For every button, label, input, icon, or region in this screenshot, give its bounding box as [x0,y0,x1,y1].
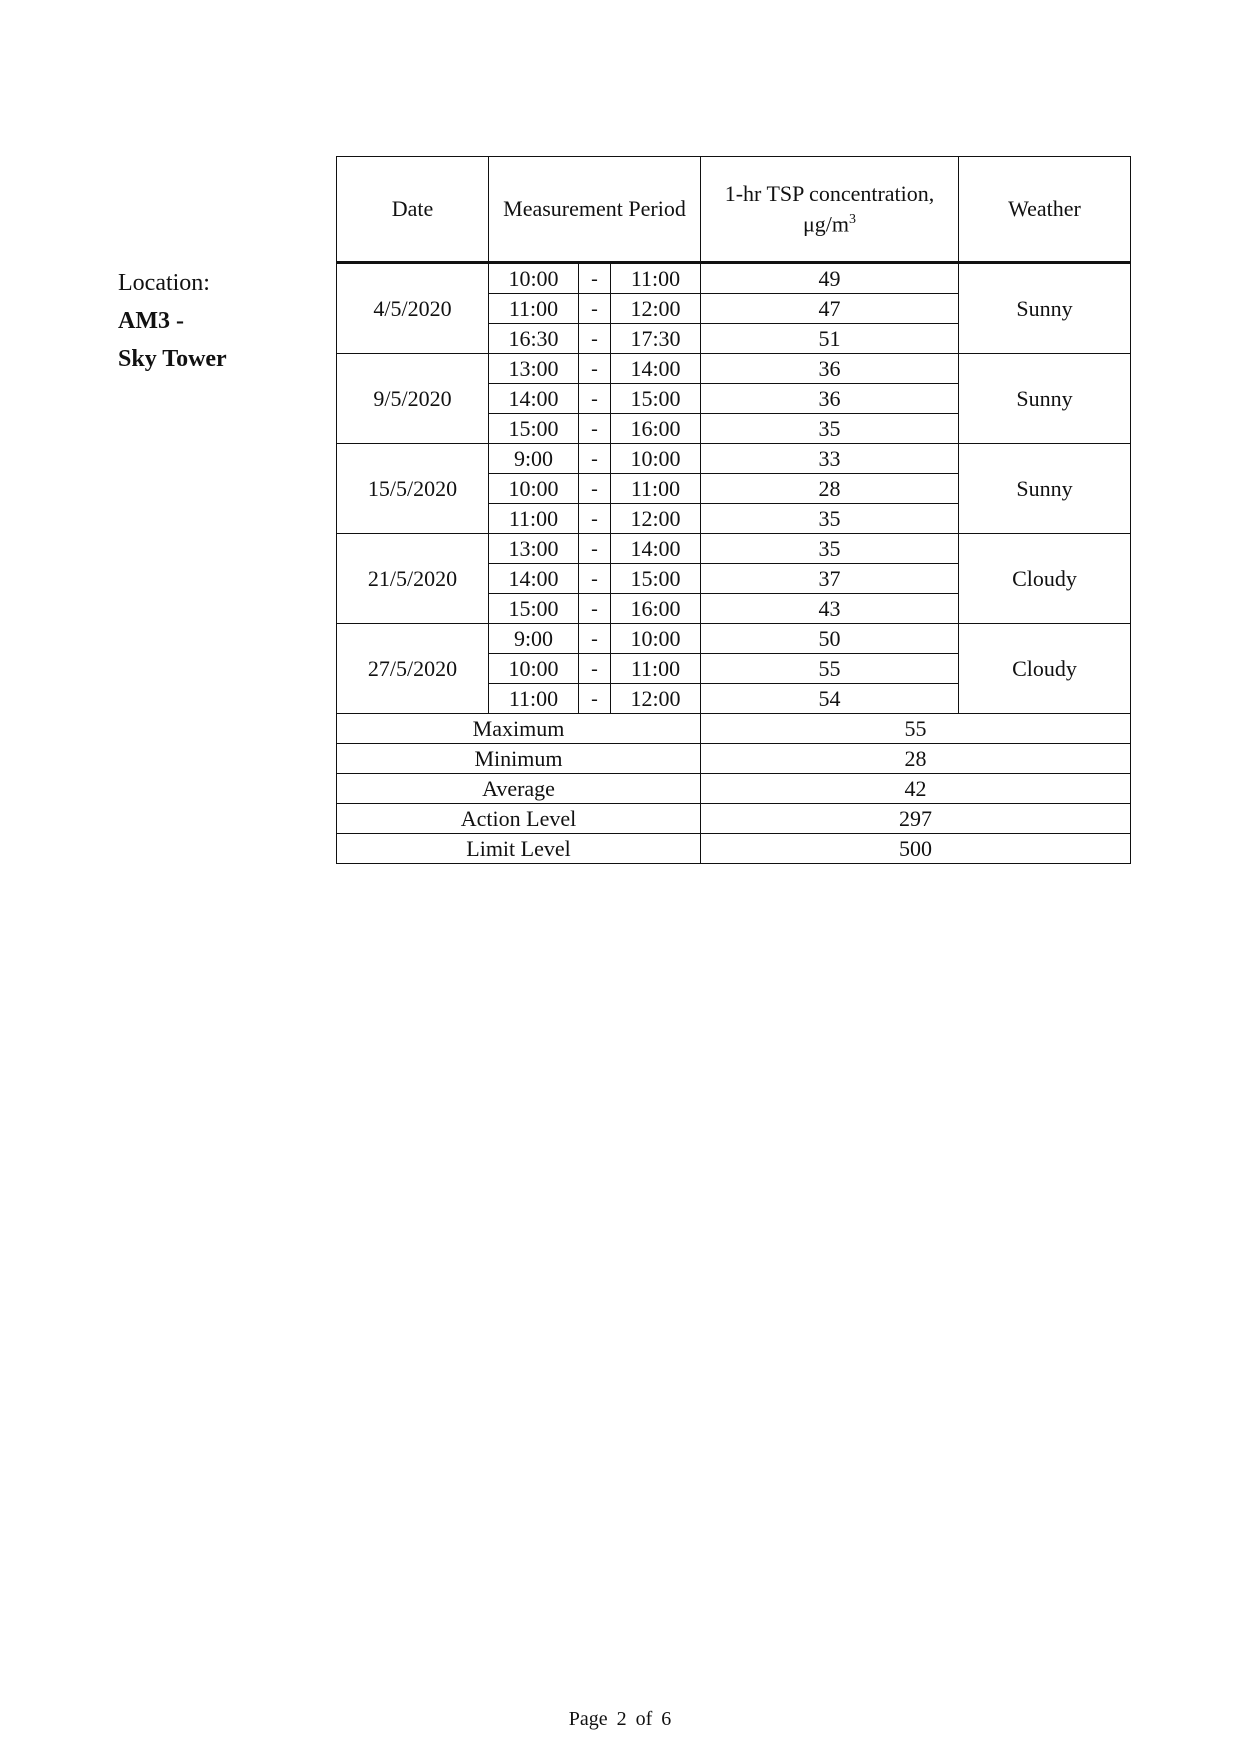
table-row [337,534,1131,564]
period-start-cell: 13:00 [489,534,579,564]
weather-cell: Sunny [959,354,1131,444]
period-start-cell: 11:00 [489,684,579,714]
concentration-cell: 35 [701,414,959,444]
period-end-cell: 12:00 [611,684,701,714]
summary-row [337,804,1131,834]
period-end-cell: 12:00 [611,294,701,324]
header-concentration [701,157,959,263]
period-start-cell: 14:00 [489,564,579,594]
footer-of-word: of [635,1708,653,1730]
summary-label: Limit Level [337,834,701,864]
period-end-cell: 15:00 [611,384,701,414]
period-end-cell: 11:00 [611,654,701,684]
period-start-cell: 14:00 [489,384,579,414]
period-start-cell: 9:00 [489,624,579,654]
weather-cell: Sunny [959,263,1131,354]
period-dash-cell: - [579,294,611,324]
period-end-cell: 14:00 [611,534,701,564]
location-block [118,264,227,378]
header-concentration-unit-sup: 3 [849,211,857,227]
weather-cell: Cloudy [959,534,1131,624]
header-concentration-line1: 1-hr TSP concentration, [724,180,935,206]
page-footer [0,1708,1240,1731]
header-date: Date [337,157,489,263]
weather-cell: Cloudy [959,624,1131,714]
period-start-cell: 10:00 [489,654,579,684]
summary-value: 28 [701,744,1131,774]
period-dash-cell: - [579,444,611,474]
period-start-cell: 11:00 [489,294,579,324]
period-dash-cell: - [579,474,611,504]
period-end-cell: 17:30 [611,324,701,354]
concentration-cell: 50 [701,624,959,654]
summary-label: Average [337,774,701,804]
summary-row [337,714,1131,744]
table-body [337,263,1131,714]
date-cell: 4/5/2020 [337,263,489,354]
period-end-cell: 11:00 [611,474,701,504]
period-dash-cell: - [579,624,611,654]
summary-value: 297 [701,804,1131,834]
summary-value: 55 [701,714,1131,744]
period-start-cell: 15:00 [489,414,579,444]
period-dash-cell: - [579,504,611,534]
period-dash-cell: - [579,384,611,414]
period-dash-cell: - [579,594,611,624]
summary-label: Action Level [337,804,701,834]
period-start-cell: 10:00 [489,263,579,294]
summary-label: Maximum [337,714,701,744]
concentration-cell: 35 [701,504,959,534]
period-start-cell: 13:00 [489,354,579,384]
weather-cell: Sunny [959,444,1131,534]
location-name: Sky Tower [118,346,227,372]
table-row [337,444,1131,474]
concentration-cell: 37 [701,564,959,594]
concentration-cell: 33 [701,444,959,474]
header-weather: Weather [959,157,1131,263]
summary-row [337,774,1131,804]
period-dash-cell: - [579,654,611,684]
period-dash-cell: - [579,324,611,354]
period-end-cell: 10:00 [611,444,701,474]
summary-body [337,714,1131,864]
concentration-cell: 36 [701,384,959,414]
header-concentration-unit: μg/m [802,211,850,237]
header-period: Measurement Period [489,157,701,263]
period-end-cell: 16:00 [611,594,701,624]
concentration-cell: 28 [701,474,959,504]
period-dash-cell: - [579,263,611,294]
period-dash-cell: - [579,564,611,594]
concentration-cell: 54 [701,684,959,714]
period-dash-cell: - [579,354,611,384]
period-end-cell: 15:00 [611,564,701,594]
summary-row [337,834,1131,864]
period-end-cell: 12:00 [611,504,701,534]
date-cell: 9/5/2020 [337,354,489,444]
date-cell: 15/5/2020 [337,444,489,534]
location-label: Location: [118,270,210,296]
summary-value: 500 [701,834,1131,864]
concentration-cell: 36 [701,354,959,384]
period-dash-cell: - [579,414,611,444]
concentration-cell: 55 [701,654,959,684]
table-row [337,354,1131,384]
period-start-cell: 9:00 [489,444,579,474]
period-dash-cell: - [579,534,611,564]
period-start-cell: 10:00 [489,474,579,504]
tsp-table [336,156,1131,864]
period-end-cell: 10:00 [611,624,701,654]
summary-row [337,744,1131,774]
table-row [337,624,1131,654]
period-end-cell: 11:00 [611,263,701,294]
footer-total-pages: 6 [661,1708,672,1730]
concentration-cell: 47 [701,294,959,324]
period-start-cell: 16:30 [489,324,579,354]
date-cell: 27/5/2020 [337,624,489,714]
concentration-cell: 49 [701,263,959,294]
summary-value: 42 [701,774,1131,804]
table-row [337,263,1131,294]
period-end-cell: 14:00 [611,354,701,384]
period-start-cell: 11:00 [489,504,579,534]
footer-current-page: 2 [616,1708,627,1730]
location-code: AM3 - [118,308,184,334]
concentration-cell: 35 [701,534,959,564]
date-cell: 21/5/2020 [337,534,489,624]
period-dash-cell: - [579,684,611,714]
period-end-cell: 16:00 [611,414,701,444]
summary-label: Minimum [337,744,701,774]
concentration-cell: 43 [701,594,959,624]
table-header-row [337,157,1131,263]
period-start-cell: 15:00 [489,594,579,624]
footer-page-word: Page [568,1708,608,1730]
concentration-cell: 51 [701,324,959,354]
